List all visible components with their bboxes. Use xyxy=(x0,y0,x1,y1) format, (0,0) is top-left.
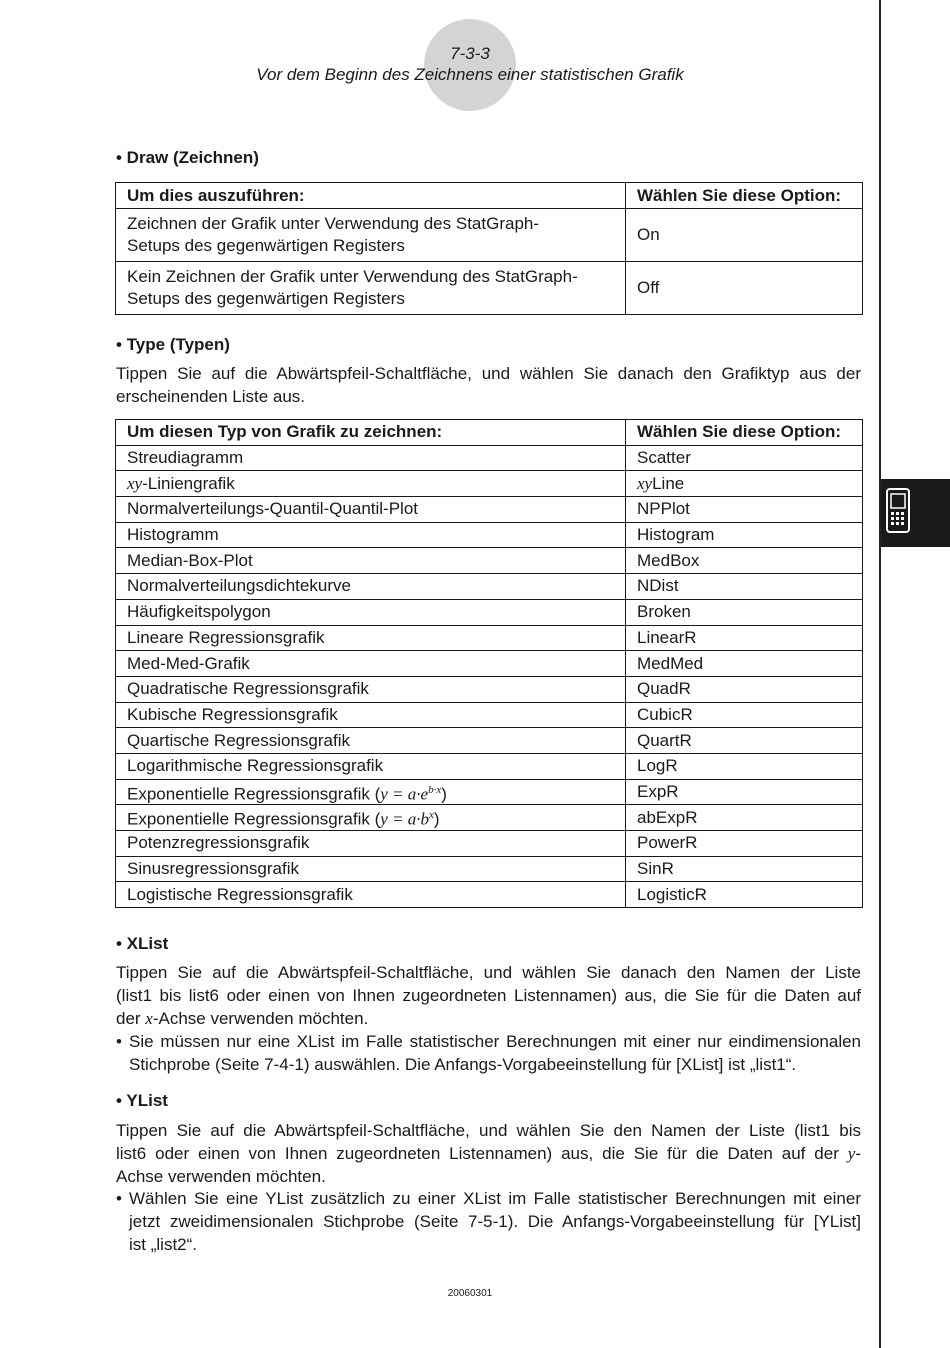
table-row: Normalverteilungs-Quantil-Quantil-Plot NPPlot xyxy=(116,497,863,523)
xlist-note: • Sie müssen nur eine XList im Falle statistischer Berechnungen mit einer nur eindimensionalen Stichprobe (Seite 7-4-1) auswählen. Die Anfangs-Vorgabeeinstellung für [XList] ist „list1“. xyxy=(116,1032,861,1074)
xlist-paragraph: Tippen Sie auf die Abwärtspfeil-Schaltfläche, und wählen Sie danach den Namen der Liste (list1 bis list6 oder einen von Ihnen zugeordneten Listennamen) aus, die Sie für die Daten auf der x-Achse verwenden möchten. xyxy=(116,963,861,1028)
xlist-heading: • XList xyxy=(116,934,169,953)
table-row: Streudiagramm Scatter xyxy=(116,445,863,471)
table-row: Histogramm Histogram xyxy=(116,522,863,548)
table-row: Quartische Regressionsgrafik QuartR xyxy=(116,728,863,754)
footer-code: 20060301 xyxy=(447,1288,493,1299)
table-row: Sinusregressionsgrafik SinR xyxy=(116,856,863,882)
table-row: Logistische Regressionsgrafik LogisticR xyxy=(116,882,863,908)
table-row: Lineare Regressionsgrafik LinearR xyxy=(116,625,863,651)
table-row: Exponentielle Regressionsgrafik $(y = a\cdot e^{b\cdot x})$ ExpR xyxy=(116,779,863,805)
type-intro: Tippen Sie auf die Abwärtspfeil-Schaltfläche, und wählen Sie danach den Grafiktyp aus der erscheinenden Liste aus. xyxy=(116,364,861,406)
type-table xyxy=(115,419,863,908)
table-row: Quadratische Regressionsgrafik QuadR xyxy=(116,676,863,702)
page-number: 7-3-3 xyxy=(450,44,490,63)
table-row: Med-Med-Grafik MedMed xyxy=(116,651,863,677)
action-cell: Zeichnen der Grafik unter Verwendung des StatGraph- Setups des gegenwärtigen Registers xyxy=(116,209,626,262)
calculator-icon xyxy=(884,487,914,535)
ylist-note: • Wählen Sie eine YList zusätzlich zu einer XList im Falle statistischer Berechnungen mit einer jetzt zweidimensionalen Stichprobe (Seite 7-5-1). Die Anfangs-Vorgabeeinstellung für [YList] ist „list2“. xyxy=(116,1189,861,1254)
draw-table xyxy=(115,182,863,315)
ylist-heading: • YList xyxy=(116,1091,168,1110)
col-option: Wählen Sie diese Option: xyxy=(626,183,863,209)
table-row: Kubische Regressionsgrafik CubicR xyxy=(116,702,863,728)
col-type: Um diesen Typ von Grafik zu zeichnen: xyxy=(116,420,626,446)
type-heading: • Type (Typen) xyxy=(116,335,230,354)
option-cell: Off xyxy=(626,262,863,315)
col-option: Wählen Sie diese Option: xyxy=(626,420,863,446)
table-header-row xyxy=(116,183,863,209)
table-row: Logarithmische Regressionsgrafik LogR xyxy=(116,753,863,779)
option-cell: On xyxy=(626,209,863,262)
action-cell: Kein Zeichnen der Grafik unter Verwendung des StatGraph- Setups des gegenwärtigen Registers xyxy=(116,262,626,315)
page-title: Vor dem Beginn des Zeichnens einer statistischen Grafik xyxy=(256,65,684,84)
draw-heading: • Draw (Zeichnen) xyxy=(116,148,259,167)
ylist-paragraph: Tippen Sie auf die Abwärtspfeil-Schaltfläche, und wählen Sie den Namen der Liste (list1 bis list6 oder einen von Ihnen zugeordneten Listennamen) aus, die Sie für die Daten auf der y- Achse verwenden möchten. xyxy=(116,1121,861,1186)
table-header-row xyxy=(116,420,863,446)
table-row: Potenzregressionsgrafik PowerR xyxy=(116,831,863,857)
table-row: Normalverteilungsdichtekurve NDist xyxy=(116,574,863,600)
table-row xyxy=(116,262,863,315)
table-row: Häufigkeitspolygon Broken xyxy=(116,599,863,625)
table-row: Exponentielle Regressionsgrafik $(y = a\cdot b^x)$ abExpR xyxy=(116,805,863,831)
col-action: Um dies auszuführen: xyxy=(116,183,626,209)
margin-rule xyxy=(879,0,881,1348)
table-row xyxy=(116,209,863,262)
table-row: xy-Liniengrafik xyLine xyxy=(116,471,863,497)
table-row: Median-Box-Plot MedBox xyxy=(116,548,863,574)
chapter-tab xyxy=(881,479,950,547)
